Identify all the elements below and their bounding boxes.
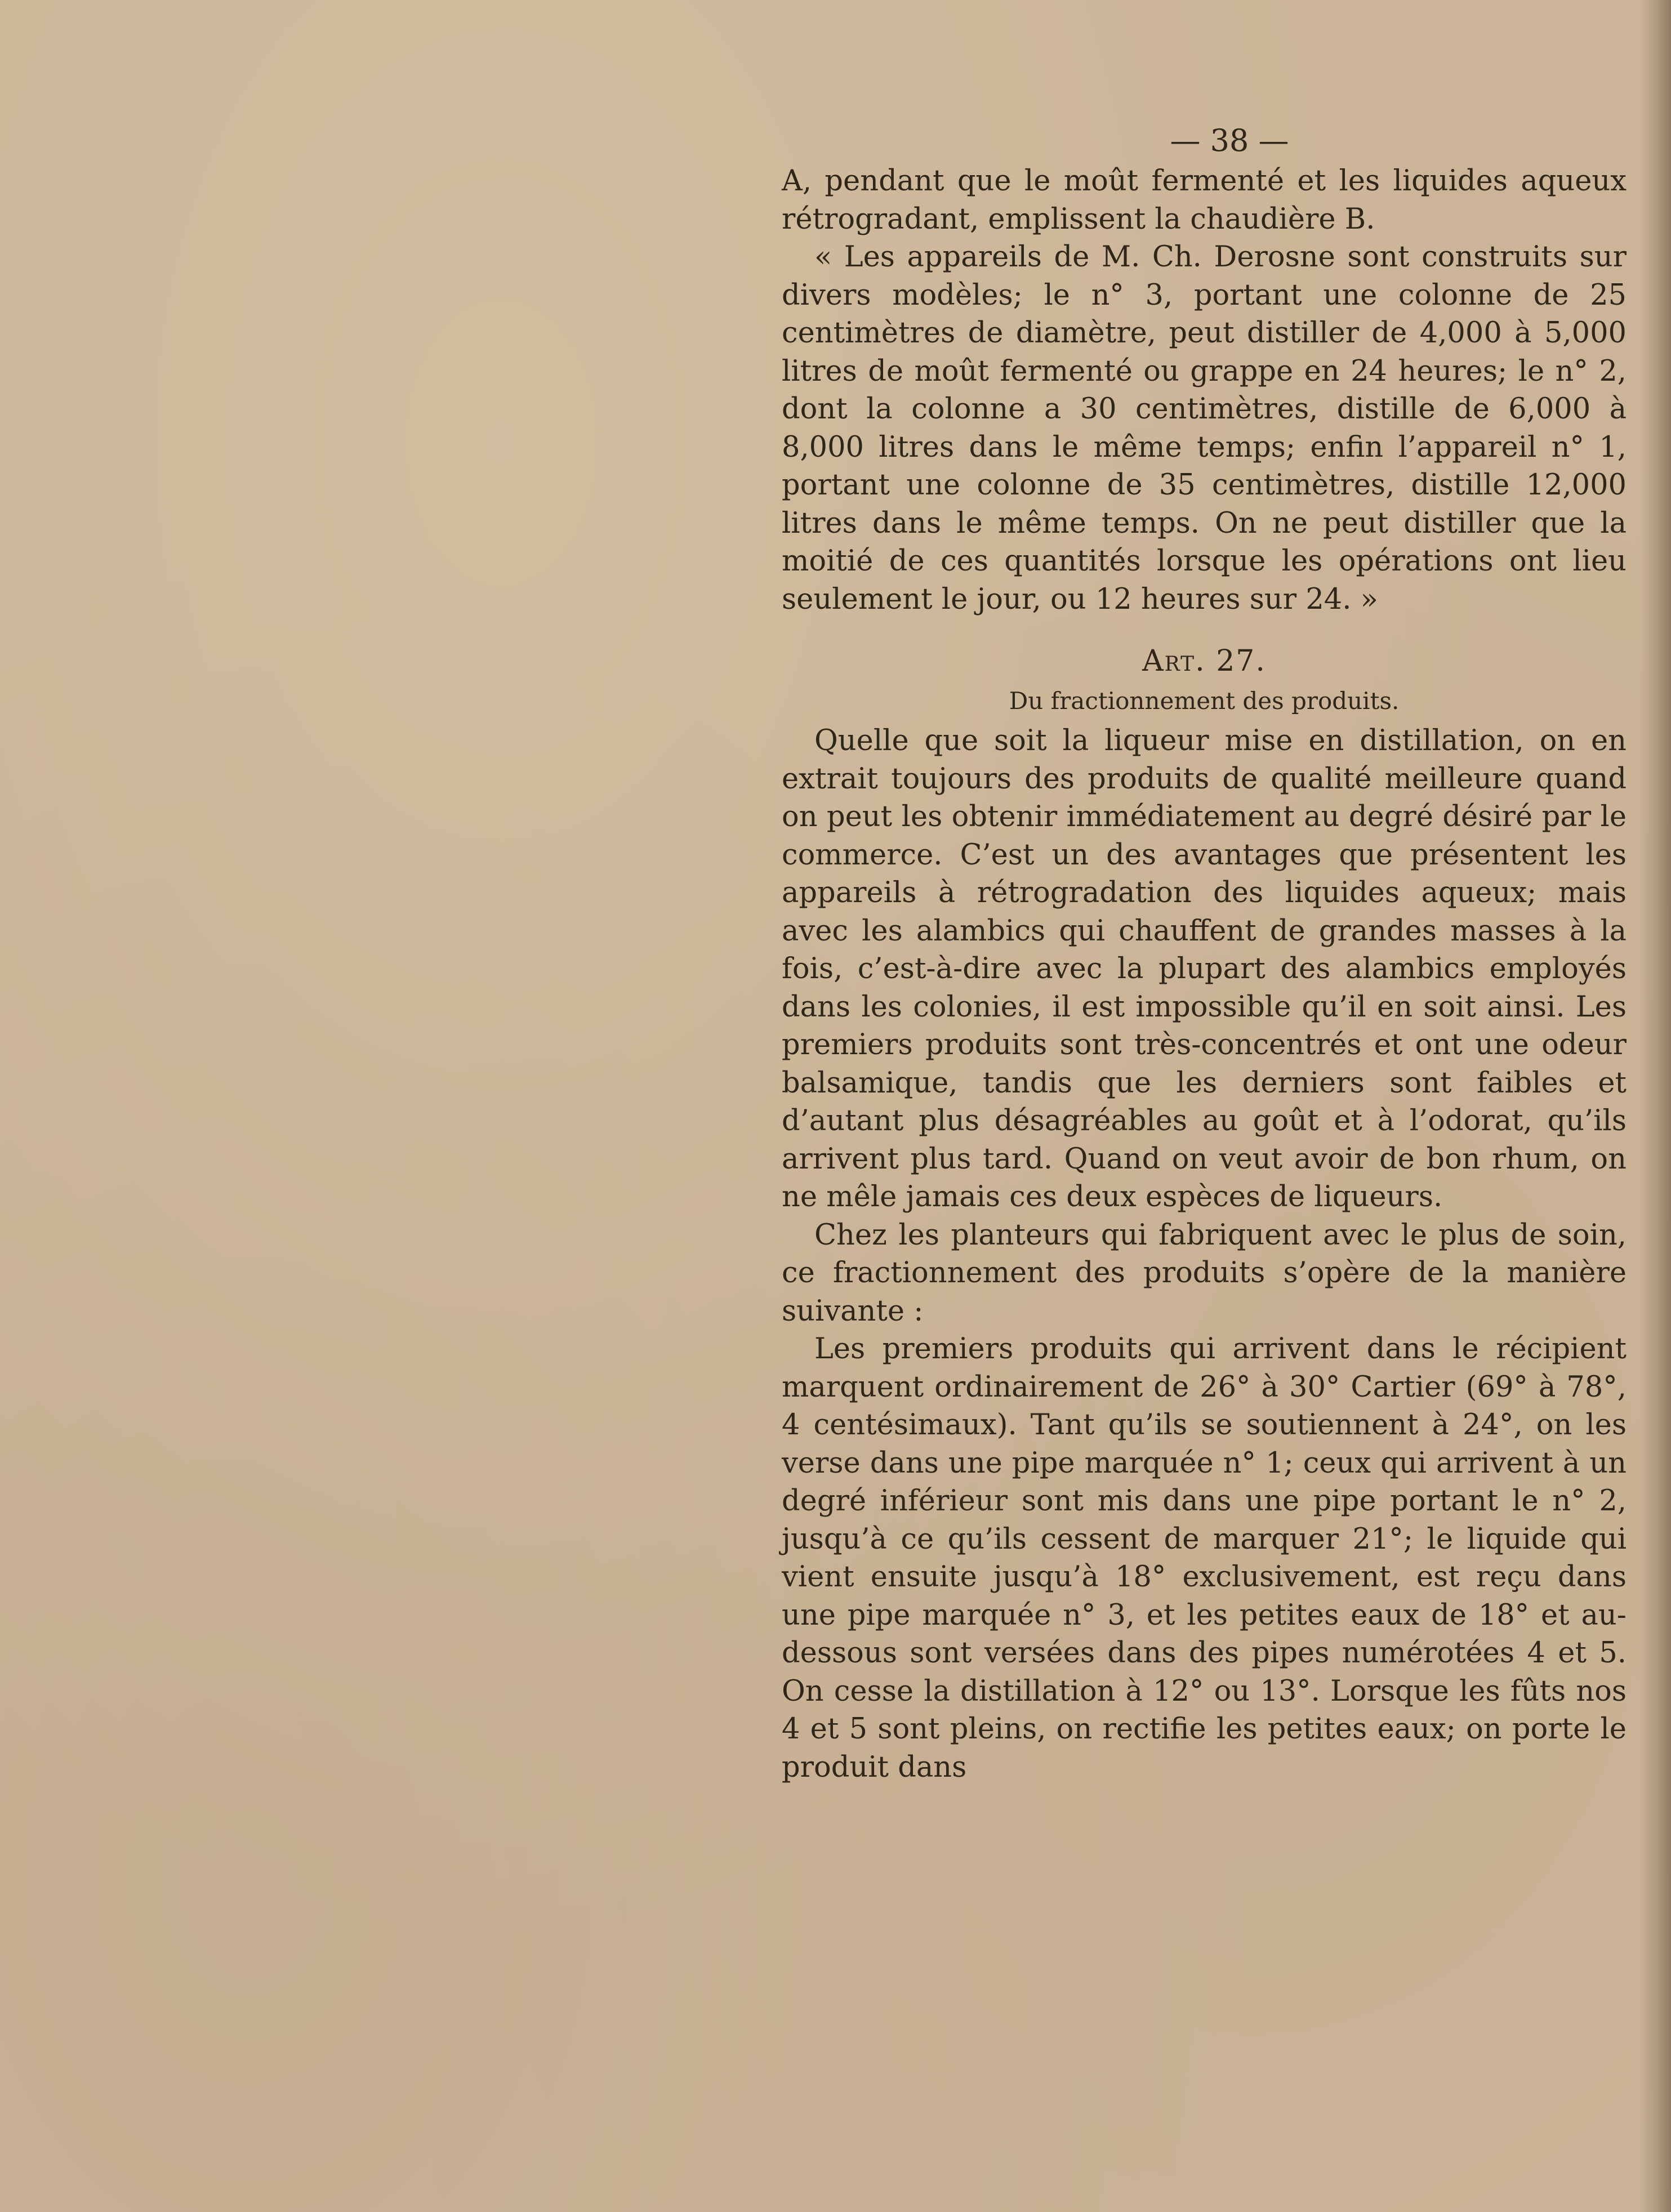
paragraph-planteurs: Chez les planteurs qui fabriquent avec le plus de soin, ce fractionnement des produits s’opère de la manière suivante :	[782, 1218, 1627, 1328]
paragraph-quote-derosne: « Les appareils de M. Ch. Derosne sont construits sur divers modèles; le n° 3, portant une colonne de 25 centimètres de diamètre, peut distiller de 4,000 à 5,000 litres de moût fermenté ou grappe en 24 heures; le n° 2, dont la colonne a 30 centimètres, distille de 6,000 à 8,000 litres dans le même temps; enfin l’appareil n° 1, portant une colonne de 35 centimètres, distille 12,000 litres dans le même temps. On ne peut distiller que la moitié de ces quantités lorsque les opérations ont lieu seulement le jour, ou 12 heures sur 24. »	[782, 240, 1627, 616]
article-heading: Art. 27.	[1142, 644, 1266, 678]
article-subtitle: Du fractionnement des produits.	[1009, 687, 1400, 715]
page-edge-shadow	[1639, 0, 1671, 2212]
paragraph-liqueur: Quelle que soit la liqueur mise en distillation, on en extrait toujours des produits de qualité meilleure quand on peut les obtenir immédiatement au degré désiré par le commerce. C’est un des avantages que présentent les appareils à rétrogradation des liquides aqueux; mais avec les alambics qui chauffent de grandes masses à la fois, c’est-à-dire avec la plupart des alambics employés dans les colonies, il est impossible qu’il en soit ainsi. Les premiers produits sont très-concentrés et ont une odeur balsamique, tandis que les derniers sont faibles et d’autant plus désagréables au goût et à l’odorat, qu’ils arrivent plus tard. Quand on veut avoir de bon rhum, on ne mêle jamais ces deux espèces de liqueurs.	[782, 724, 1627, 1214]
paragraph-continuation: A, pendant que le moût fermenté et les liquides aqueux rétrogradant, emplissent la chaudière B.	[782, 164, 1627, 236]
page-number: — 38 —	[1170, 123, 1289, 158]
paragraph-premiers-produits: Les premiers produits qui arrivent dans le récipient marquent ordinairement de 26° à 30° Cartier (69° à 78°, 4 centésimaux). Tant qu’ils se soutiennent à 24°, on les verse dans une pipe marquée n° 1; ceux qui arrivent à un degré inférieur sont mis dans une pipe portant le n° 2, jusqu’à ce qu’ils cessent de marquer 21°; le liquide qui vient ensuite jusqu’à 18° exclusivement, est reçu dans une pipe marquée n° 3, et les petites eaux de 18° et au-dessous sont versées dans des pipes numérotées 4 et 5. On cesse la distillation à 12° ou 13°. Lorsque les fûts nos 4 et 5 sont pleins, on rectifie les petites eaux; on porte le produit dans	[782, 1332, 1627, 1784]
page-text-block	[782, 119, 1627, 1786]
